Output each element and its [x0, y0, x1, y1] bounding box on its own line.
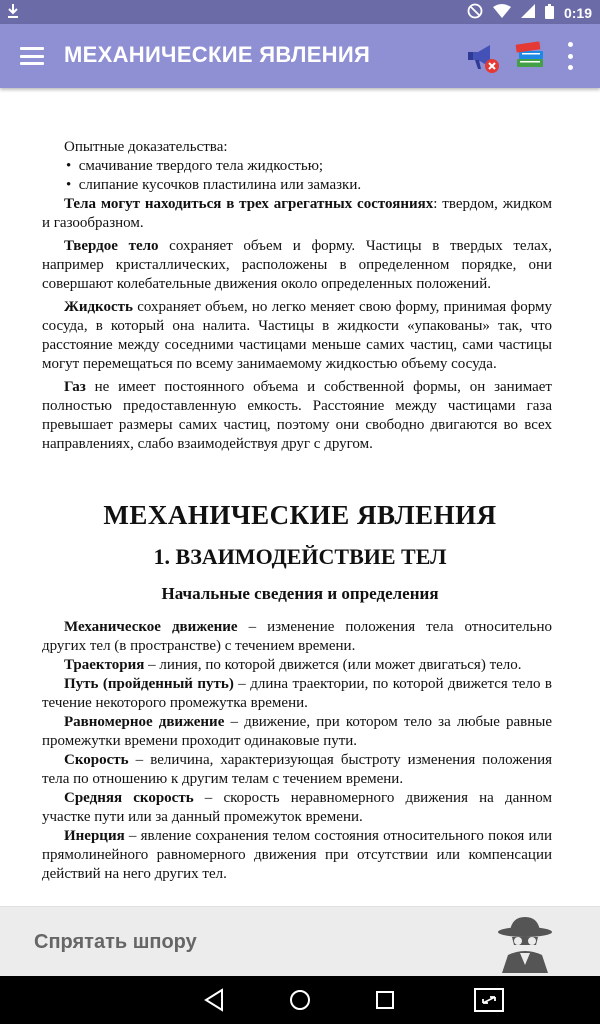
- paragraph-states: Тела могут находиться в трех агрегатных состояниях: твердом, жидком и газообразном.: [42, 196, 552, 231]
- definition-item: Путь (пройденный путь) – длина траектории, по которой движется тело в течение некоторого промежутка времени.: [42, 676, 552, 711]
- definition-item: Равномерное движение – движение, при котором тело за любые равные промежутки времени проходит одинаковые пути.: [42, 714, 552, 749]
- wifi-icon: [493, 4, 511, 21]
- definition-item: Механическое движение – изменение положения тела относительно других тел (в пространстве) с течением времени.: [42, 619, 553, 654]
- signal-icon: [521, 4, 535, 21]
- dnd-icon: [467, 3, 483, 22]
- subsection-heading: Начальные сведения и определения: [161, 584, 439, 603]
- paragraph-gas: Газ не имеет постоянного объема и собственной формы, он занимает полностью предоставленную емкость. Расстояние между частицами газа превышает размеры самих частиц, поэтому они свободно двигаются во всех направлениях, слабо взаимодействуя друг с другом.: [42, 379, 552, 452]
- megaphone-off-icon[interactable]: [466, 40, 500, 74]
- spy-icon[interactable]: [496, 913, 554, 973]
- back-icon[interactable]: [203, 988, 225, 1012]
- definitions-block: [42, 618, 552, 884]
- page-content: [0, 88, 600, 906]
- status-bar: [0, 0, 600, 24]
- fullscreen-icon[interactable]: [474, 988, 504, 1012]
- books-icon[interactable]: [513, 38, 547, 72]
- more-options-icon[interactable]: [560, 42, 580, 70]
- app-bar: [0, 24, 600, 88]
- download-icon: [8, 4, 18, 21]
- paragraph-liquid: Жидкость сохраняет объем, но легко меняет свою форму, принимая форму сосуда, в который она налита. Частицы в жидкости «упакованы» так, что расстояние между соседними частицами меньше самих частиц, сами частицы могут перемещаться по всему занимаемому жидкостью объему сосуда.: [42, 299, 552, 372]
- app-title: МЕХАНИЧЕСКИЕ ЯВЛЕНИЯ: [64, 42, 371, 67]
- bottom-bar: [0, 906, 600, 977]
- paragraph-solid: Твердое тело сохраняет объем и форму. Частицы в твердых телах, например кристаллических, расположены в определенном порядке, они совершают колебательные движения около определенных положений.: [42, 238, 552, 292]
- text-block-states: [42, 138, 552, 454]
- definition-item: Скорость – величина, характеризующая быстроту изменения положения тела по отношению к другим телам с течением времени.: [42, 752, 552, 787]
- list-item: • слипание кусочков пластилина или замазки.: [66, 177, 362, 193]
- definition-item: Траектория – линия, по которой движется (или может двигаться) тело.: [64, 657, 522, 673]
- status-time: 0:19: [563, 4, 592, 21]
- navigation-bar: [0, 976, 600, 1024]
- recent-apps-icon[interactable]: [376, 991, 394, 1009]
- hide-cheatsheet-button[interactable]: Спрятать шпору: [34, 931, 197, 953]
- definition-item: Средняя скорость – скорость неравномерного движения на данном участке пути или за данный промежуток времени.: [42, 790, 553, 825]
- list-item: • смачивание твердого тела жидкостью;: [66, 158, 324, 174]
- evidence-title: Опытные доказательства:: [64, 139, 228, 155]
- menu-icon[interactable]: [20, 44, 44, 68]
- section-heading: 1. ВЗАИМОДЕЙСТВИЕ ТЕЛ: [153, 544, 447, 569]
- battery-icon: [545, 4, 554, 22]
- chapter-heading: МЕХАНИЧЕСКИЕ ЯВЛЕНИЯ: [103, 500, 497, 530]
- home-icon[interactable]: [289, 989, 311, 1011]
- definition-item: Инерция – явление сохранения телом состояния относительного покоя или прямолинейного равномерного движения при отсутствии или компенсации действий на него других тел.: [42, 828, 552, 882]
